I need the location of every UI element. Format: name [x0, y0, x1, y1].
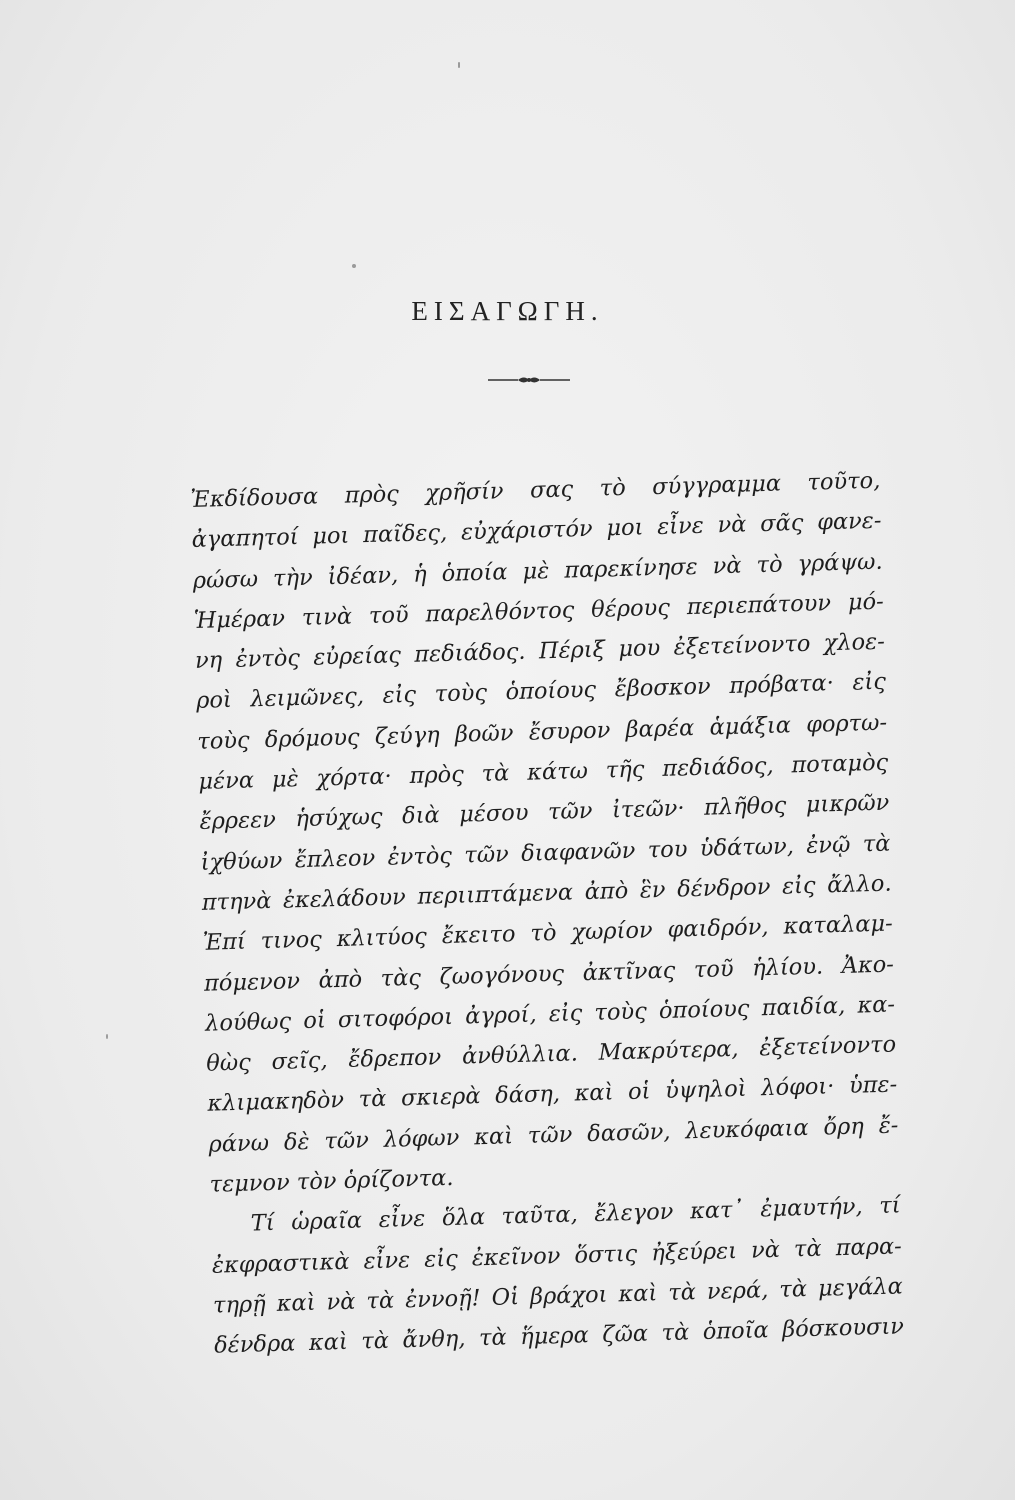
text-line: δένδρα καὶ τὰ ἄνθη, τὰ ἥμερα ζῶα τὰ ὁποῖα βόσκουσιν [213, 1313, 905, 1359]
text-line: τεμνον τὸν ὁρίζοντα. [209, 1164, 454, 1198]
text-line: πτηνὰ ἐκελάδουν περιιπτάμενα ἀπὸ ἓν δένδρον εἰς ἄλλο. [201, 870, 892, 916]
text-line: ροὶ λειμῶνες, εἰς τοὺς ὁποίους ἔβοσκον πρόβατα· εἰς [195, 669, 887, 715]
text-line: Ἡμέραν τινὰ τοῦ παρελθόντος θέρους περιεπάτουν μό- [193, 588, 885, 634]
text-line: ράνω δὲ τῶν λόφων καὶ τῶν δασῶν, λευκόφαια ὄρη ἔ- [208, 1112, 899, 1158]
text-line: μένα μὲ χόρτα· πρὸς τὰ κάτω τῆς πεδιάδος, ποταμὸς [198, 749, 889, 795]
text-line: ἐκφραστικὰ εἶνε εἰς ἐκεῖνον ὅστις ἠξεύρει νὰ τὰ παρα- [211, 1233, 903, 1279]
text-line: Τί ὡραῖα εἶνε ὅλα ταῦτα, ἔλεγον κατ᾽ ἐμαυτήν, τί [250, 1192, 901, 1237]
paper-speck [458, 62, 460, 68]
text-line: τοὺς δρόμους ζεύγη βοῶν ἔσυρον βαρέα ἁμάξια φορτω- [196, 709, 888, 755]
text-line: ἔρρεεν ἡσύχως διὰ μέσου τῶν ἰτεῶν· πλῆθος μικρῶν [199, 789, 890, 836]
body-paragraphs [190, 461, 904, 1366]
text-line: ρώσω τὴν ἰδέαν, ἡ ὁποία μὲ παρεκίνησε νὰ τὸ γράψω. [192, 548, 883, 594]
paper-speck [352, 264, 356, 268]
text-line: λούθως οἱ σιτοφόροι ἀγροί, εἰς τοὺς ὁποίους παιδία, κα- [204, 991, 896, 1037]
text-line: κλιμακηδὸν τὰ σκιερὰ δάση, καὶ οἱ ὑψηλοὶ λόφοι· ὑπε- [207, 1071, 898, 1118]
text-line: Ἐπί τινος κλιτύος ἔκειτο τὸ χωρίον φαιδρόν, καταλαμ- [202, 910, 894, 957]
text-line: πόμενον ἀπὸ τὰς ζωογόνους ἀκτῖνας τοῦ ἡλίου. Ἀκο- [203, 951, 895, 997]
paper-speck [106, 1034, 108, 1039]
text-line: Ἐκδίδουσα πρὸς χρῆσίν σας τὸ σύγγραμμα τοῦτο, [190, 467, 881, 513]
text-line: θὼς σεῖς, ἔδρεπον ἀνθύλλια. Μακρύτερα, ἐξετείνοντο [205, 1031, 897, 1077]
chapter-title: ΕΙΣΑΓΩΓΗ. [411, 296, 604, 326]
text-line: ἰχθύων ἔπλεον ἐντὸς τῶν διαφανῶν του ὑδάτων, ἐνῷ τὰ [200, 830, 891, 876]
text-line: τηρῇ καὶ νὰ τὰ ἐννοῇ! Οἱ βράχοι καὶ τὰ νερά, τὰ μεγάλα [212, 1273, 904, 1319]
text-line: ἀγαπητοί μοι παῖδες, εὐχάριστόν μοι εἶνε νὰ σᾶς φανε- [191, 508, 882, 554]
divider-ornament-icon [488, 374, 570, 386]
text-line: νη ἐντὸς εὐρείας πεδιάδος. Πέριξ μου ἐξετείνοντο χλοε- [194, 628, 886, 675]
